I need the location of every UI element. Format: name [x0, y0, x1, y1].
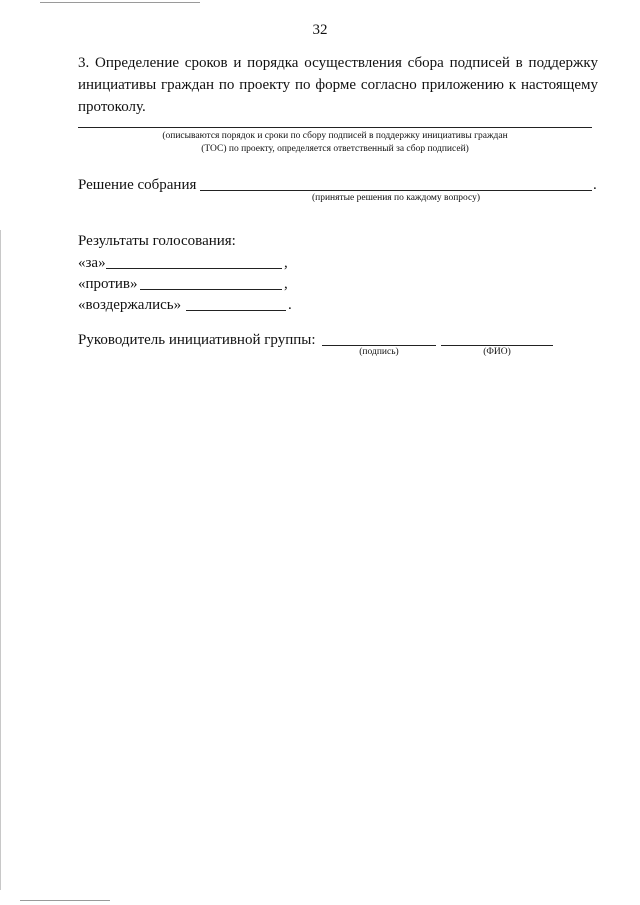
section-3-line-2: инициативы граждан по проекту по форме согласно приложению к настоящему — [78, 77, 598, 93]
voting-heading: Результаты голосования: — [78, 233, 236, 249]
leader-signature-caption: (подпись) — [359, 347, 399, 357]
scan-artifact-left-edge — [0, 230, 1, 890]
vote-abstained-end-mark: . — [288, 297, 292, 313]
decision-note: (принятые решения по каждому вопросу) — [311, 193, 481, 203]
scan-artifact-top — [40, 2, 200, 3]
scan-artifact-bottom — [20, 900, 110, 901]
section-3-note-line-1: (описываются порядок и сроки по сбору подписей в поддержку инициативы граждан — [162, 131, 508, 141]
vote-against-fill-line — [140, 289, 282, 290]
vote-against-end-mark: , — [284, 276, 288, 292]
leader-label: Руководитель инициативной группы: — [78, 332, 316, 348]
leader-name-caption: (ФИО) — [483, 347, 511, 357]
vote-for-fill-line — [106, 268, 282, 269]
decision-label: Решение собрания — [78, 177, 197, 193]
section-3-fill-line — [78, 127, 592, 128]
vote-abstained-label: «воздержались» — [78, 297, 182, 313]
vote-against-label: «против» — [78, 276, 138, 292]
section-3-paragraph — [78, 52, 598, 118]
section-3-note-line-2: (ТОС) по проекту, определяется ответственный за сбор подписей) — [201, 144, 469, 154]
vote-for-label: «за» — [78, 255, 106, 271]
vote-abstained-fill-line — [186, 310, 286, 311]
decision-end-mark: . — [593, 177, 597, 193]
vote-for-end-mark: , — [284, 255, 288, 271]
section-3-line-1: 3. Определение сроков и порядка осуществления сбора подписей в поддержку — [78, 55, 598, 71]
section-3-line-3: протоколу. — [78, 99, 146, 115]
page-number: 32 — [312, 22, 328, 38]
decision-fill-line — [200, 190, 592, 191]
